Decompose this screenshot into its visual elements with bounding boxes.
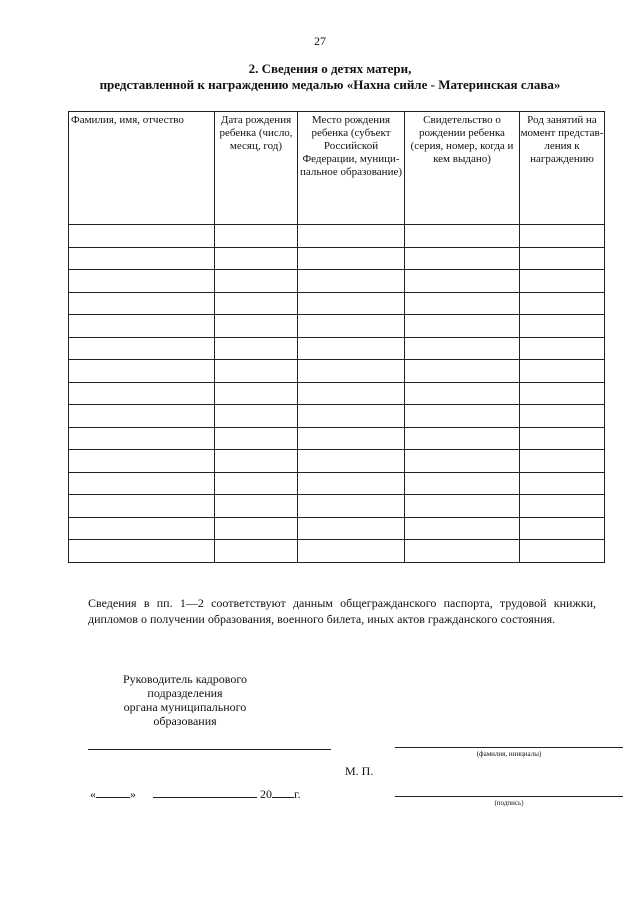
table-cell[interactable]: [405, 495, 520, 518]
table-cell[interactable]: [298, 247, 405, 270]
table-row: [69, 472, 605, 495]
table-cell[interactable]: [69, 360, 215, 383]
table-cell[interactable]: [215, 360, 298, 383]
table-cell[interactable]: [215, 382, 298, 405]
table-cell[interactable]: [520, 247, 605, 270]
position-line[interactable]: [88, 749, 331, 750]
table-cell[interactable]: [215, 495, 298, 518]
table-cell[interactable]: [298, 360, 405, 383]
table-cell[interactable]: [69, 495, 215, 518]
table-cell[interactable]: [69, 517, 215, 540]
signature-caption: (подпись): [494, 799, 524, 807]
table-cell[interactable]: [520, 495, 605, 518]
table-cell[interactable]: [69, 427, 215, 450]
table-cell[interactable]: [405, 292, 520, 315]
table-cell[interactable]: [405, 337, 520, 360]
table-cell[interactable]: [520, 337, 605, 360]
table-cell[interactable]: [520, 472, 605, 495]
table-row: [69, 337, 605, 360]
table-row: [69, 292, 605, 315]
table-cell[interactable]: [405, 427, 520, 450]
signature-line[interactable]: [395, 796, 623, 797]
table-row: [69, 247, 605, 270]
header-birth-certificate: Свидетельство о рождении ребенка (серия, номер, когда и кем выдано): [405, 112, 520, 225]
table-cell[interactable]: [215, 315, 298, 338]
table-cell[interactable]: [520, 225, 605, 248]
table-cell[interactable]: [520, 517, 605, 540]
table-cell[interactable]: [298, 450, 405, 473]
compliance-note: Сведения в пп. 1—2 соответствуют данным общегражданского паспорта, трудовой книжки, дипломов о получении образования, военного билета, иных актов гражданского состояния.: [88, 596, 596, 626]
table-row: [69, 405, 605, 428]
table-cell[interactable]: [298, 225, 405, 248]
section-title: [40, 61, 620, 93]
table-row: [69, 225, 605, 248]
table-cell[interactable]: [298, 495, 405, 518]
header-full-name: Фамилия, имя, отчество: [69, 112, 215, 225]
signer-line-3: органа муниципального: [123, 700, 247, 714]
table-cell[interactable]: [520, 315, 605, 338]
header-occupation: Род занятий на момент представ-ления к награждению: [520, 112, 605, 225]
date-row: [90, 786, 301, 802]
day-blank[interactable]: [96, 786, 130, 798]
table-cell[interactable]: [298, 382, 405, 405]
table-cell[interactable]: [520, 427, 605, 450]
name-caption: (фамилия, инициалы): [476, 750, 542, 758]
table-cell[interactable]: [215, 427, 298, 450]
table-cell[interactable]: [69, 225, 215, 248]
header-birth-place: Место рождения ребенка (субъект Российской Федерации, муници-пальное образование): [298, 112, 405, 225]
table-cell[interactable]: [298, 337, 405, 360]
table-cell[interactable]: [69, 247, 215, 270]
signer-line-2: подразделения: [147, 686, 223, 700]
table-cell[interactable]: [69, 292, 215, 315]
table-row: [69, 315, 605, 338]
table-cell[interactable]: [298, 292, 405, 315]
table-cell[interactable]: [520, 360, 605, 383]
table-cell[interactable]: [215, 517, 298, 540]
table-cell[interactable]: [215, 540, 298, 563]
table-cell[interactable]: [215, 270, 298, 293]
year-blank[interactable]: [272, 786, 294, 798]
table-cell[interactable]: [405, 540, 520, 563]
table-header-row: [69, 112, 605, 225]
title-line-2: представленной к награждению медалью «Нахна сийле - Материнская слава»: [99, 77, 561, 92]
table-cell[interactable]: [69, 270, 215, 293]
table-cell[interactable]: [405, 382, 520, 405]
table-cell[interactable]: [215, 292, 298, 315]
table-cell[interactable]: [215, 472, 298, 495]
table-cell[interactable]: [405, 360, 520, 383]
table-cell[interactable]: [215, 450, 298, 473]
table-row: [69, 270, 605, 293]
table-cell[interactable]: [298, 405, 405, 428]
table-cell[interactable]: [405, 472, 520, 495]
date-open-quote: «: [90, 787, 96, 801]
table-cell[interactable]: [405, 270, 520, 293]
table-cell[interactable]: [215, 247, 298, 270]
header-birth-date: Дата рождения ребенка (число, месяц, год): [215, 112, 298, 225]
table-row: [69, 495, 605, 518]
table-cell[interactable]: [520, 450, 605, 473]
table-row: [69, 540, 605, 563]
table-cell[interactable]: [69, 472, 215, 495]
table-cell[interactable]: [405, 247, 520, 270]
date-close-quote: »: [130, 787, 136, 801]
page-number: 27: [314, 34, 326, 48]
children-table: [68, 111, 605, 563]
signer-line-1: Руководитель кадрового: [123, 672, 247, 686]
table-row: [69, 360, 605, 383]
table-cell[interactable]: [520, 270, 605, 293]
month-blank[interactable]: [153, 786, 257, 798]
table-cell[interactable]: [298, 472, 405, 495]
table-cell[interactable]: [520, 382, 605, 405]
table-cell[interactable]: [69, 405, 215, 428]
stamp-placeholder: М. П.: [345, 764, 374, 778]
table-cell[interactable]: [215, 225, 298, 248]
table-cell[interactable]: [215, 337, 298, 360]
table-cell[interactable]: [520, 405, 605, 428]
table-cell[interactable]: [405, 517, 520, 540]
table-row: [69, 382, 605, 405]
table-cell[interactable]: [298, 427, 405, 450]
year-suffix: г.: [294, 787, 301, 801]
table-cell[interactable]: [405, 450, 520, 473]
table-cell[interactable]: [298, 270, 405, 293]
table-body: [69, 225, 605, 563]
table-row: [69, 450, 605, 473]
table-cell[interactable]: [298, 517, 405, 540]
table-cell[interactable]: [69, 540, 215, 563]
table-row: [69, 517, 605, 540]
table-cell[interactable]: [215, 405, 298, 428]
table-cell[interactable]: [298, 315, 405, 338]
name-line[interactable]: [395, 747, 623, 748]
year-prefix: 20: [260, 787, 272, 801]
table-cell[interactable]: [405, 405, 520, 428]
table-cell[interactable]: [520, 540, 605, 563]
table-row: [69, 427, 605, 450]
table-cell[interactable]: [69, 450, 215, 473]
table-cell[interactable]: [69, 315, 215, 338]
table-cell[interactable]: [405, 315, 520, 338]
table-cell[interactable]: [520, 292, 605, 315]
table-cell[interactable]: [69, 337, 215, 360]
signer-line-4: образования: [153, 714, 217, 728]
table-cell[interactable]: [298, 540, 405, 563]
table-cell[interactable]: [69, 382, 215, 405]
title-line-1: 2. Сведения о детях матери,: [248, 61, 412, 76]
table-cell[interactable]: [405, 225, 520, 248]
signer-title: [100, 672, 270, 728]
